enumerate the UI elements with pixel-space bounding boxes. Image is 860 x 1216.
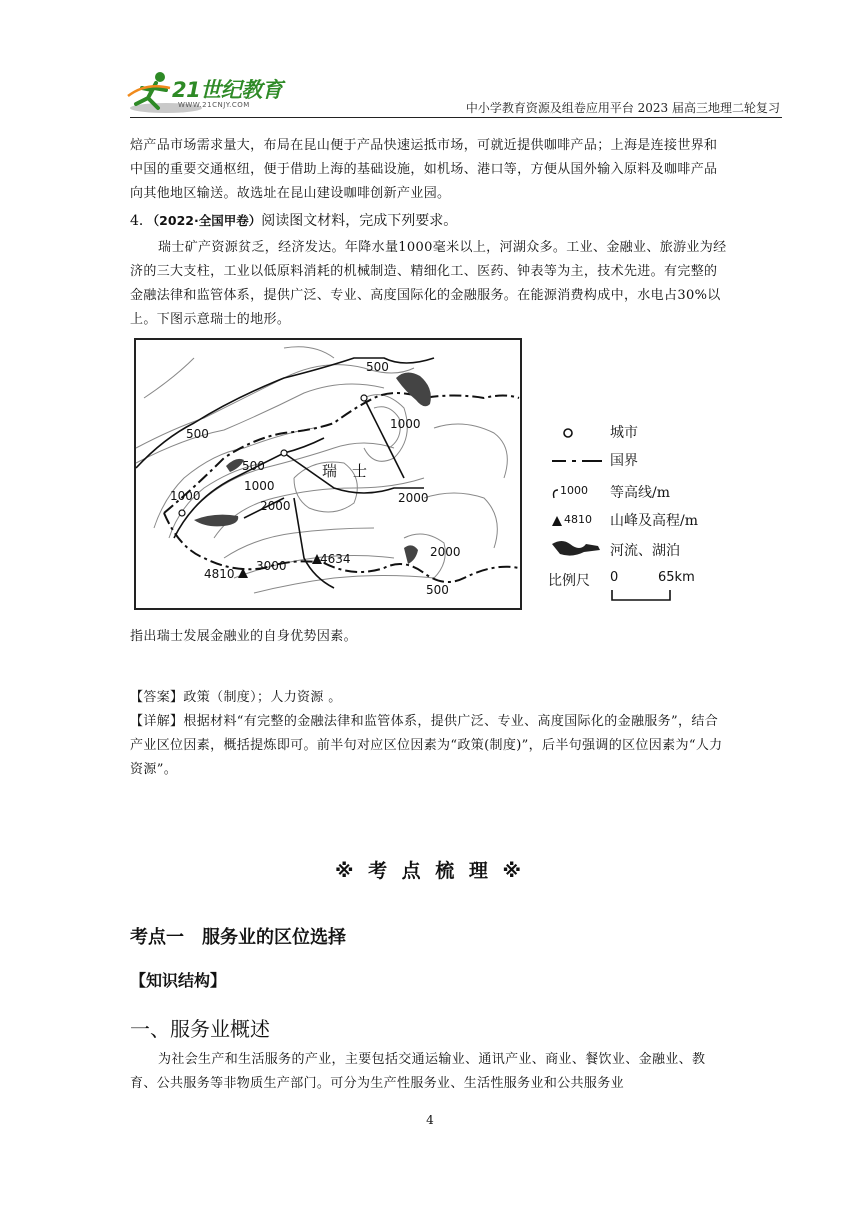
answer-text: 政策（制度）；人力资源 。 (183, 690, 342, 705)
section-title: ※ 考 点 梳 理 ※ (334, 860, 526, 882)
legend-river: 河流、湖泊 (610, 543, 680, 559)
contour-label: 500 (242, 459, 265, 473)
legend-border: 国界 (610, 453, 638, 469)
legend-city: 城市 (610, 425, 638, 441)
question-source: （2022·全国甲卷） (152, 213, 262, 228)
contour-label: 1000 (244, 479, 275, 493)
legend-scale: 比例尺 (548, 573, 590, 589)
peak-icon (552, 516, 562, 526)
knowledge-structure-heading: 【知识结构】 (130, 971, 227, 990)
contour-label: 500 (426, 583, 449, 597)
scale-start: 0 (610, 570, 619, 585)
city-icon (564, 429, 572, 437)
service-industry-paragraph: 为社会生产和生活服务的产业，主要包括交通运输业、通讯产业、商业、餐饮业、金融业、教育、公共服务等非物质生产部门。可分为生产性服务业、生活性服务业和公共服务业 (130, 1052, 706, 1091)
contour-label: 2000 (398, 491, 429, 505)
contour-label: 500 (366, 360, 389, 374)
logo-url: WWW.21CNJY.COM (178, 101, 250, 109)
legend-contour: 等高线/m (610, 485, 670, 501)
contour-label: 500 (186, 427, 209, 441)
legend-contour-sample: 1000 (560, 484, 588, 497)
question-prompt: 阅读图文材料，完成下列要求。 (261, 213, 458, 229)
subsection-heading: 一、服务业概述 (130, 1017, 270, 1041)
answer-line (130, 686, 730, 710)
peak-label: 4810 (204, 567, 235, 581)
contour-label: 1000 (390, 417, 421, 431)
legend-peak-sample: 4810 (564, 513, 592, 526)
river-lake-icon (552, 541, 600, 556)
contour-icon (554, 490, 559, 498)
scale-end: 65km (658, 570, 695, 585)
country-label: 瑞 士 (322, 462, 368, 480)
explanation-label: 【详解】 (130, 714, 184, 729)
question-material: 瑞士矿产资源贫乏，经济发达。年降水量1000毫米以上，河湖众多。工业、金融业、旅游业为经济的三大支柱，工业以低原料消耗的机械制造、精细化工、医药、钟表等为主，技术先进。有完整的金融法律和监管体系，提供广泛、专业、高度国际化的金融服务。在能源消费构成中，水电占30%以上。下图示意瑞士的地形。 (130, 240, 727, 327)
topic-heading: 考点一 服务业的区位选择 (130, 927, 346, 948)
answer-continuation-paragraph: 焙产品市场需求量大，布局在昆山便于产品快速运抵市场，可就近提供咖啡产品；上海是连接世界和中国的重要交通枢纽，便于借助上海的基础设施，如机场、港口等，方便从国外输入原料及咖啡产品向其他地区输送。故选址在昆山建设咖啡创新产业园。 (130, 138, 718, 201)
explanation-block (130, 710, 730, 782)
question-heading (130, 210, 457, 230)
switzerland-terrain-map (134, 338, 522, 610)
map-legend (548, 420, 742, 610)
explanation-text: 根据材料“有完整的金融法律和监管体系，提供广泛、专业、高度国际化的金融服务”，结合产业区位因素，概括提炼即可。前半句对应区位因素为“政策(制度)”，后半句强调的区位因素为“人力资源”。 (130, 714, 723, 777)
peak-label: 4634 (320, 552, 351, 566)
contour-label: 2000 (260, 499, 291, 513)
logo-wordmark: 21世纪教育 (172, 78, 283, 102)
question-number: 4． (130, 213, 153, 229)
answer-label: 【答案】 (130, 690, 184, 705)
scale-bar (610, 588, 674, 602)
page-header-title: 中小学教育资源及组卷应用平台 2023 届高三地理二轮复习 (465, 101, 780, 115)
legend-peak: 山峰及高程/m (610, 513, 698, 529)
contour-label: 3000 (256, 559, 287, 573)
header-divider (130, 117, 782, 118)
question-task: 指出瑞士发展金融业的自身优势因素。 (130, 629, 357, 644)
contour-label: 2000 (430, 545, 461, 559)
page-number: 4 (426, 1113, 434, 1127)
contour-label: 1000 (170, 489, 201, 503)
